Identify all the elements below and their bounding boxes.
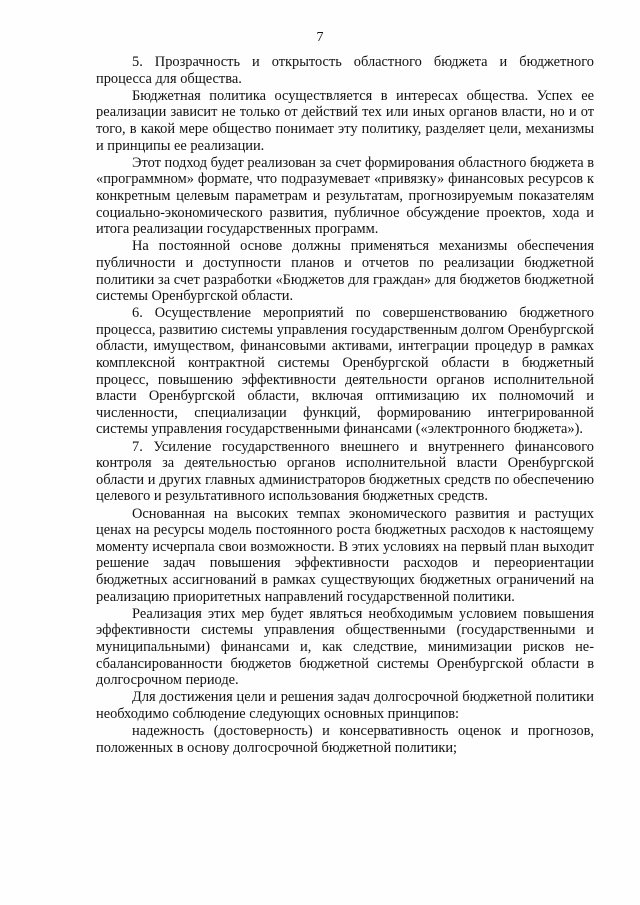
paragraph: Для достижения цели и решения задач долгосрочной бюджетной политики необходимо соблюдение следующих основных принципов:	[96, 689, 594, 722]
paragraph: 6. Осуществление мероприятий по совершенствованию бюджетного процесса, развитию системы управления государственным долгом Оренбургской области, имуществом, финансовыми активами, интеграции процедур в рамках комплексной контрактной системы Оренбургской области в бюджетный процесс, повышению эффективности деятельности органов исполнительной власти Оренбургской области, включая оптимизацию их полномочий и численности, специализации функций, формированию интегрированной системы управления государственными финансами («электронного бюджета»).	[96, 305, 594, 438]
paragraph: надежность (достоверность) и консервативность оценок и прогнозов, положенных в основу долгосрочной бюджетной политики;	[96, 723, 594, 756]
paragraph: На постоянной основе должны применяться механизмы обеспечения публичности и доступности планов и отчетов по реализации бюджетной политики за счет разработки «Бюджетов для граждан» для бюджетов бюджетной системы Оренбургской области.	[96, 238, 594, 305]
paragraph: 7. Усиление государственного внешнего и внутреннего финансового контроля за деятельностью органов исполнительной власти Оренбургской области и других главных администраторов бюджетных средств по обеспечению целевого и результативного использования бюджетных средств.	[96, 438, 594, 505]
paragraph: 5. Прозрачность и открытость областного бюджета и бюджетного процесса для общества.	[96, 54, 594, 87]
paragraph: Основанная на высоких темпах экономического развития и растущих ценах на ресурсы модель постоянного роста бюджетных расходов к настоящему моменту исчерпала свои возможности. В этих условиях на первый план выходит решение задач повышения эффективности расходов и переориентации бюджетных ассигнований в рамках существующих бюджетных ограничений на реализацию приоритетных направлений государственной политики.	[96, 505, 594, 605]
paragraph: Реализация этих мер будет являться необходимым условием повышения эффективности системы управления общественными (государственными и муниципальными) финансами и, как следствие, минимизации рисков несбалансированности бюджетов бюджетной системы Оренбургской области в долгосрочном периоде.	[96, 605, 594, 689]
paragraph: Этот подход будет реализован за счет формирования областного бюджета в «программном» формате, что подразумевает «привязку» финансовых ресурсов к конкретным целевым параметрам и результатам, прогнозируемым показателям социально-экономического развития, публичное обсуждение проектов, хода и итога реализации государственных программ.	[96, 154, 594, 238]
page-number: 7	[316, 30, 324, 45]
paragraph: Бюджетная политика осуществляется в интересах общества. Успех ее реализации зависит не только от действий тех или иных органов власти, но и от того, в какой мере общество понимает эту политику, разделяет цели, механизмы и принципы ее реализации.	[96, 87, 594, 154]
document-body	[96, 54, 594, 757]
